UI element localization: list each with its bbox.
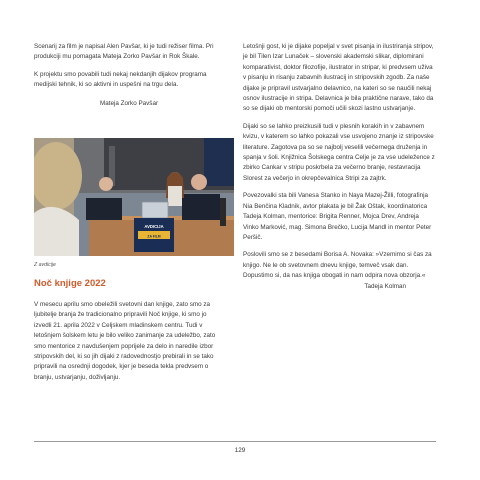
paragraph-book-night: V mesecu aprilu smo obeležili svetovni dan knjige, zato smo za ljubitelje branja že tradicionalno pripravili Noč knjige, ki smo jo izvedli 21. aprila 2022 v Celjskem mladinskem centru. Tudi v letošnjem šolskem letu je bilo veliko zanimanje za udeležbo, zato smo mentorice z navdušenjem poprijele za delo in naredile izbor stripovskih del, ki so jih dijaki z radovednostjo prebirali in se tako pripravili na osrednji dogodek, kjer je beseda tekla predvsem o branju, ustvarjanju, doživljanju.: [34, 301, 216, 381]
paragraph-closing-quote: Poslovili smo se z besedami Borisa A. Novaka: »Vzemimo si čas za knjigo. Ne le ob svetovnem dnevu knjige, temveč vsak dan. Dopustimo si, da nas knjiga obogati in nam odpira nova obzorja.«: [243, 251, 432, 280]
right-column-text: [243, 42, 436, 292]
paragraph-activities: Dijaki so se lahko preizkusili tudi v plesnih korakih in v zabavnem kvizu, v katerem so lahko pokazali vse usvojeno znanje iz stripovske literature. Zagotova pa so se najbolj veselili večernega druženja in spanja v šoli. Knjižnica Šolskega centra Celje je za vse udeležence z zbirko Cankar v stripu poskrbela za večerno branje, restavracija Slorest za večerjo in okrepčevalnica Stripi za zajtrk.: [243, 122, 435, 182]
section-title: Noč knjige 2022: [34, 278, 106, 289]
audition-sign-text: AVDICIJA: [144, 224, 164, 229]
paragraph-guest: Letošnji gost, ki je dijake popeljal v svet pisanja in ilustriranja stripov, je bil Tilen Izar Lunaček – slovenski akademski slikar, diplomirani komparativist, doktor filozofije, ilustrator in stripar, ki predvsem uživa v pisanju in risanju zabavnih ilustracij in stripovskih zgodb. Za naše dijake je pripravil ustvarjalno delavnico, na kateri so se naučili nekaj osnov ilustracije in stripa. Delavnica je bila praktične narave, tako da so se dijaki ob mentorski pomoči učili skozi lastno ustvarjanje.: [243, 43, 434, 113]
coordinator-signature: Tadeja Kolman: [364, 282, 406, 290]
footer-divider: [34, 441, 436, 442]
audition-sign-subtext: ZA FILM: [147, 234, 161, 239]
left-bottom-text: [34, 300, 224, 383]
page-number: 129: [234, 447, 246, 454]
paragraph-screenplay: Scenarij za film je napisal Alen Pavšar, ki je tudi režiser filma. Pri produkciji mu pomagata Mateja Zorko Pavšar in Rok Škale.: [34, 43, 214, 61]
paragraph-former-students: K projektu smo povabili tudi nekaj nekdanjih dijakov programa medijski tehnik, ki so aktivni in uspešni na trgu dela.: [34, 70, 207, 89]
audition-photo: [34, 138, 234, 256]
paragraph-organizers: Povezovalki sta bili Vanesa Stanko in Naya Mazej-Žilli, fotografinja Nia Benčina Kladnik, avtor plakata je bil Žak Oštak, koordinatorica Tadeja Kolman, mentorice: Brigita Renner, Mojca Drev, Andreja Vinko Marković, mag. Simona Brečko, Lucija Mandl in mentor Peter Peršič.: [243, 192, 432, 241]
left-top-text: [34, 42, 224, 109]
author-signature: Mateja Zorko Pavšar: [99, 99, 159, 107]
photo-caption: Z avdicije: [34, 262, 56, 268]
audition-photo-illustration: [34, 138, 234, 256]
